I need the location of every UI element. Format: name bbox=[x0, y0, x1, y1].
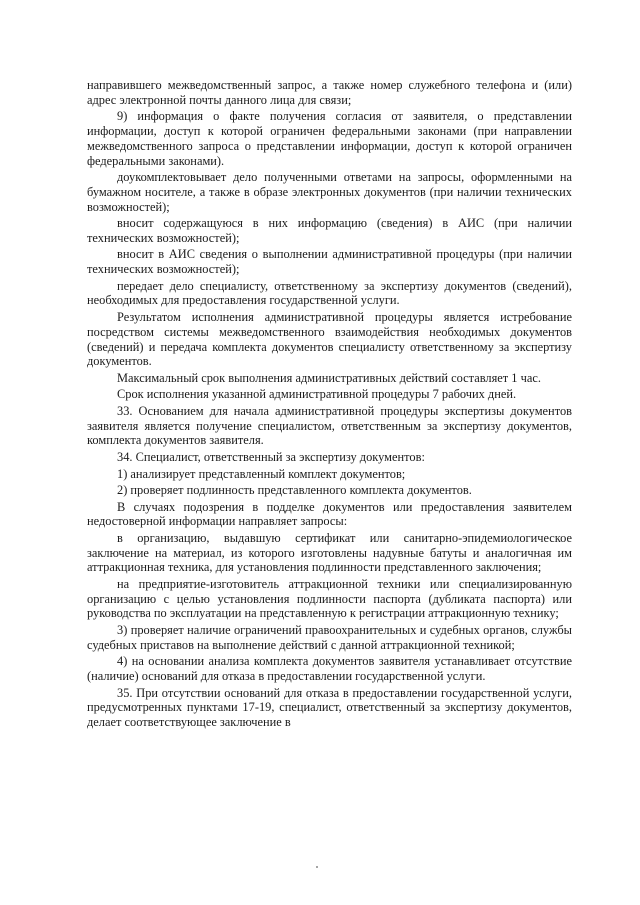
document-body bbox=[87, 78, 572, 732]
paragraph: 3) проверяет наличие ограничений правоохранительных и судебных органов, службы судебных приставов на выполнение действий с данной аттракционной техникой; bbox=[87, 623, 572, 652]
paragraph: 4) на основании анализа комплекта документов заявителя устанавливает отсутствие (наличие) оснований для отказа в предоставлении государственной услуги. bbox=[87, 654, 572, 684]
paragraph: 2) проверяет подлинность представленного комплекта документов. bbox=[117, 483, 472, 498]
paragraph: Срок исполнения указанной административной процедуры 7 рабочих дней. bbox=[117, 387, 517, 402]
paragraph: направившего межведомственный запрос, а также номер служебного телефона и (или) адрес электронной почты данного лица для связи; bbox=[87, 78, 572, 107]
paragraph: 1) анализирует представленный комплект документов; bbox=[117, 466, 406, 481]
paragraph: 34. Специалист, ответственный за экспертизу документов: bbox=[117, 449, 425, 464]
paragraph: на предприятие-изготовитель аттракционной техники или специализированную организацию с целью установления подлинности паспорта (дубликата паспорта) или руководства по эксплуатации на представленную к регистрации аттракционную технику; bbox=[87, 576, 572, 621]
paragraph: Результатом исполнения административной процедуры является истребование посредством системы межведомственного взаимодействия необходимых документов (сведений) и передача комплекта документов специалисту ответственному за экспертизу документов. bbox=[87, 310, 572, 369]
page-mark bbox=[316, 866, 318, 868]
paragraph: 9) информация о факте получения согласия от заявителя, о представлении информации, доступ к которой ограничен федеральными законами (при направлении межведомственного запроса о представлении информации, доступ к которой ограничен федеральными законами). bbox=[87, 109, 572, 168]
paragraph: Максимальный срок выполнения административных действий составляет 1 час. bbox=[117, 370, 541, 385]
paragraph: в организацию, выдавшую сертификат или санитарно-эпидемиологическое заключение на материал, из которого изготовлены надувные батуты и аналогичная им аттракционная техника, для установления подлинности представленного заключения; bbox=[87, 530, 572, 575]
paragraph: вносит содержащуюся в них информацию (сведения) в АИС (при наличии технических возможностей); bbox=[87, 216, 572, 245]
paragraph: 33. Основанием для начала административной процедуры экспертизы документов заявителя является получение специалистом, ответственным за экспертизу документов, комплекта документов заявителя. bbox=[87, 403, 572, 448]
paragraph: доукомплектовывает дело полученными ответами на запросы, оформленными на бумажном носителе, а также в образе электронных документов (при наличии технических возможностей); bbox=[87, 170, 572, 214]
paragraph: 35. При отсутствии оснований для отказа в предоставлении государственной услуги, предусмотренных пунктами 17-19, специалист, ответственный за экспертизу документов, делает соответствующее заключение в bbox=[87, 685, 572, 730]
paragraph: вносит в АИС сведения о выполнении административной процедуры (при наличии технических возможностей); bbox=[87, 247, 572, 277]
paragraph: передает дело специалисту, ответственному за экспертизу документов (сведений), необходимых для предоставления государственной услуги. bbox=[87, 278, 572, 308]
paragraph: В случаях подозрения в подделке документов или предоставления заявителем недостоверной информации направляет запросы: bbox=[87, 499, 572, 529]
